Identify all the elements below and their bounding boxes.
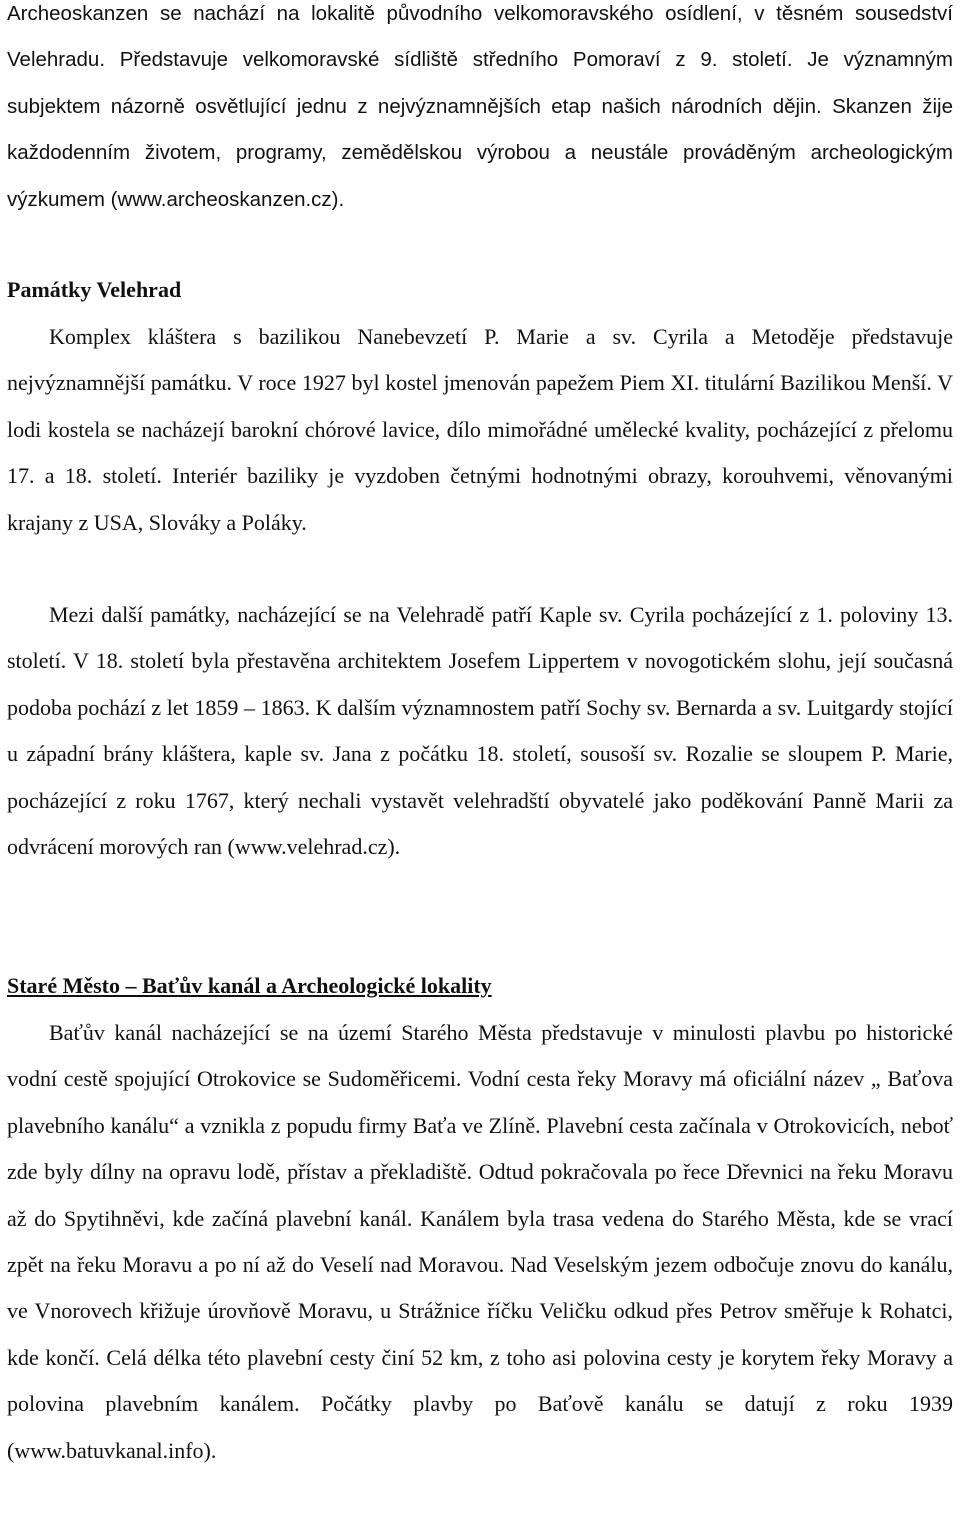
stare-mesto-heading: Staré Město – Baťův kanál a Archeologické lokality — [7, 973, 492, 998]
velehrad-paragraph-monuments: Mezi další památky, nacházející se na Velehradě patří Kaple sv. Cyrila pocházející z 1. poloviny 13. století. V 18. století byla přestavěna architektem Josefem Lippertem v novogotickém slohu, její současná podoba pochází z let 1859 – 1863. K dalším významnostem patří Sochy sv. Bernarda a sv. Luitgardy stojící u západní brány kláštera, kaple sv. Jana z počátku 18. století, sousoší sv. Rozalie se sloupem P. Marie, pocházející z roku 1767, který nechali vystavět velehradští obyvatelé jako poděkování Panně Marii za odvrácení morových ran (www.velehrad.cz). — [7, 602, 953, 860]
velehrad-paragraph-basilica: Komplex kláštera s bazilikou Nanebevzetí P. Marie a sv. Cyrila a Metoděje představuje nejvýznamnější památku. V roce 1927 byl kostel jmenován papežem Piem XI. titulární Bazilikou Menší. V lodi kostela se nacházejí barokní chórové lavice, dílo mimořádné umělecké kvality, pocházející z přelomu 17. a 18. století. Interiér baziliky je vyzdoben četnými hodnotnými obrazy, korouhvemi, věnovanými krajany z USA, Slováky a Poláky. — [7, 324, 953, 535]
velehrad-heading: Památky Velehrad — [7, 277, 182, 302]
batuv-kanal-paragraph: Baťův kanál nacházející se na území Starého Města představuje v minulosti plavbu po historické vodní cestě spojující Otrokovice se Sudoměřicemi. Vodní cesta řeky Moravy má oficiální název „ Baťova plavebního kanálu“ a vznikla z popudu firmy Baťa ve Zlíně. Plavební cesta začínala v Otrokovicích, neboť zde byly dílny na opravu lodě, přístav a překladiště. Odtud pokračovala po řece Dřevnici na řeku Moravu až do Spytihněvi, kde začíná plavební kanál. Kanálem byla trasa vedena do Starého Města, kde se vrací zpět na řeku Moravu a po ní až do Veselí nad Moravou. Nad Veselským jezem odbočuje znovu do kanálu, ve Vnorovech křižuje úrovňově Moravu, u Strážnice říčku Veličku odkud přes Petrov směřuje k Rohatci, kde končí. Celá délka této plavební cesty činí 52 km, z toho asi polovina cesty je korytem řeky Moravy a polovina plavebním kanálem. Počátky plavby po Baťově kanálu se datují z roku 1939 (www.batuvkanal.info). — [7, 1020, 953, 1463]
archeoskanzen-paragraph: Archeoskanzen se nachází na lokalitě původního velkomoravského osídlení, v těsném sousedství Velehradu. Představuje velkomoravské sídliště středního Pomoraví z 9. století. Je významným subjektem názorně osvětlující jednu z nejvýznamnějších etap našich národních dějin. Skanzen žije každodenním životem, programy, zemědělskou výrobou a neustále prováděným archeologickým výzkumem (www.archeoskanzen.cz). — [7, 2, 953, 211]
